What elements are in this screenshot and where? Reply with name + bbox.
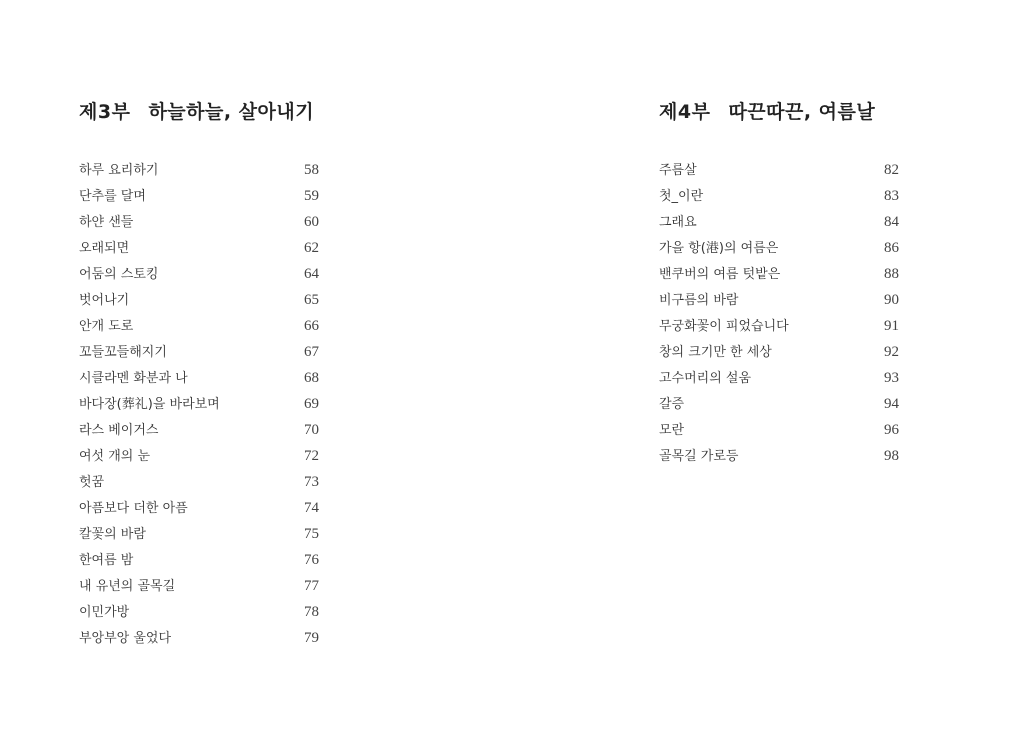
toc-item[interactable] <box>659 391 899 417</box>
toc-item-title: 어둠의 스토킹 <box>79 267 159 282</box>
toc-item-page: 67 <box>304 344 319 360</box>
toc-item[interactable] <box>659 339 899 365</box>
toc-item-title: 이민가방 <box>79 605 130 620</box>
toc-item-title: 하루 요리하기 <box>79 163 159 178</box>
toc-item-page: 78 <box>304 604 319 620</box>
toc-item-page: 98 <box>884 448 899 464</box>
toc-item-page: 70 <box>304 422 319 438</box>
toc-item-title: 꼬들꼬들해지기 <box>79 345 167 360</box>
toc-item[interactable] <box>79 417 319 443</box>
toc-item-page: 60 <box>304 214 319 230</box>
toc-item[interactable] <box>79 625 319 651</box>
part-heading <box>79 97 314 124</box>
toc-item[interactable] <box>659 261 899 287</box>
toc-item-title: 가을 항(港)의 여름은 <box>659 241 779 256</box>
toc-item-title: 창의 크기만 한 세상 <box>659 345 772 360</box>
toc-item[interactable] <box>659 417 899 443</box>
toc-list <box>79 157 319 651</box>
toc-item[interactable] <box>79 443 319 469</box>
toc-item-title: 고수머리의 설움 <box>659 371 752 386</box>
toc-item-title: 시클라멘 화분과 나 <box>79 371 188 386</box>
toc-item-title: 한여름 밤 <box>79 553 134 568</box>
toc-item[interactable] <box>79 339 319 365</box>
toc-item[interactable] <box>79 469 319 495</box>
toc-item[interactable] <box>659 183 899 209</box>
toc-item-page: 77 <box>304 578 319 594</box>
toc-item[interactable] <box>79 235 319 261</box>
toc-item[interactable] <box>79 599 319 625</box>
toc-item[interactable] <box>79 183 319 209</box>
toc-item-page: 59 <box>304 188 319 204</box>
toc-item-title: 벗어나기 <box>79 293 130 308</box>
toc-item-page: 86 <box>884 240 899 256</box>
toc-item[interactable] <box>79 365 319 391</box>
toc-item-page: 93 <box>884 370 899 386</box>
toc-item-title: 바다장(葬礼)을 바라보며 <box>79 397 220 412</box>
toc-item-title: 골목길 가로등 <box>659 449 739 464</box>
toc-item-title: 여섯 개의 눈 <box>79 449 151 464</box>
toc-item-page: 75 <box>304 526 319 542</box>
toc-item[interactable] <box>659 287 899 313</box>
toc-item-title: 부앙부앙 울었다 <box>79 631 172 646</box>
toc-item[interactable] <box>659 157 899 183</box>
toc-item[interactable] <box>79 157 319 183</box>
toc-item-page: 68 <box>304 370 319 386</box>
toc-item-title: 아픔보다 더한 아픔 <box>79 501 188 516</box>
toc-item-title: 안개 도로 <box>79 319 134 334</box>
toc-item-page: 90 <box>884 292 899 308</box>
toc-item-title: 첫_이란 <box>659 189 704 204</box>
toc-item-page: 62 <box>304 240 319 256</box>
toc-item-title: 헛꿈 <box>79 475 105 490</box>
toc-item-page: 94 <box>884 396 899 412</box>
toc-item-title: 라스 베이거스 <box>79 423 159 438</box>
toc-item[interactable] <box>659 443 899 469</box>
part-title: 하늘하늘, 살아내기 <box>148 101 315 123</box>
toc-item-page: 88 <box>884 266 899 282</box>
toc-item-title: 단추를 달며 <box>79 189 146 204</box>
toc-item[interactable] <box>79 313 319 339</box>
toc-item[interactable] <box>79 573 319 599</box>
part-title: 따끈따끈, 여름날 <box>728 101 876 123</box>
toc-item-title: 내 유년의 골목길 <box>79 579 176 594</box>
toc-item-title: 갈증 <box>659 397 685 412</box>
part-heading <box>659 97 875 124</box>
toc-item[interactable] <box>659 209 899 235</box>
toc-list <box>659 157 899 469</box>
toc-item-title: 그래요 <box>659 215 697 230</box>
toc-item[interactable] <box>79 287 319 313</box>
toc-item-page: 96 <box>884 422 899 438</box>
toc-item[interactable] <box>79 521 319 547</box>
toc-item-page: 74 <box>304 500 319 516</box>
toc-item[interactable] <box>659 235 899 261</box>
toc-item-title: 무궁화꽃이 피었습니다 <box>659 319 789 334</box>
toc-item-page: 58 <box>304 162 319 178</box>
toc-item-title: 모란 <box>659 423 685 438</box>
toc-item-page: 82 <box>884 162 899 178</box>
toc-item-page: 64 <box>304 266 319 282</box>
toc-item-page: 79 <box>304 630 319 646</box>
toc-item-page: 73 <box>304 474 319 490</box>
toc-item-page: 65 <box>304 292 319 308</box>
toc-item[interactable] <box>79 547 319 573</box>
toc-item-title: 주름살 <box>659 163 697 178</box>
toc-item-page: 84 <box>884 214 899 230</box>
part-number: 제4부 <box>659 101 711 123</box>
toc-item-title: 비구름의 바람 <box>659 293 739 308</box>
toc-item[interactable] <box>79 391 319 417</box>
toc-item-page: 92 <box>884 344 899 360</box>
toc-item[interactable] <box>659 313 899 339</box>
toc-item-page: 83 <box>884 188 899 204</box>
part-number: 제3부 <box>79 101 131 123</box>
toc-item-page: 66 <box>304 318 319 334</box>
toc-item[interactable] <box>659 365 899 391</box>
toc-item-title: 하얀 샌들 <box>79 215 134 230</box>
toc-item-page: 91 <box>884 318 899 334</box>
toc-item-page: 76 <box>304 552 319 568</box>
toc-item[interactable] <box>79 261 319 287</box>
toc-item-page: 69 <box>304 396 319 412</box>
toc-item[interactable] <box>79 209 319 235</box>
toc-item[interactable] <box>79 495 319 521</box>
toc-item-title: 밴쿠버의 여름 텃밭은 <box>659 267 781 282</box>
toc-item-title: 칼꽃의 바람 <box>79 527 146 542</box>
toc-item-title: 오래되면 <box>79 241 130 256</box>
toc-item-page: 72 <box>304 448 319 464</box>
